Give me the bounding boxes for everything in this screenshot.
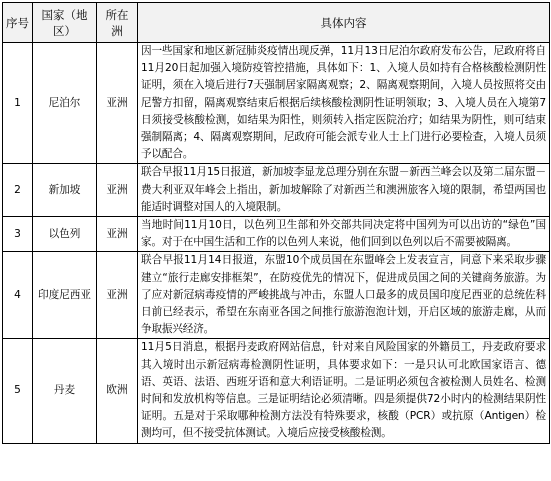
row-continent: 亚洲 — [97, 43, 138, 164]
row-country: 以色列 — [33, 217, 97, 252]
table-row — [3, 164, 550, 217]
row-serial-number: 3 — [3, 217, 33, 252]
row-serial-number: 2 — [3, 164, 33, 217]
row-country: 新加坡 — [33, 164, 97, 217]
row-content: 当地时间11月10日，以色列卫生部和外交部共同决定将中国列为可以出访的“绿色”国家。对于在中国生活和工作的以色列人来说，他们回到以色列以后不需要被隔离。 — [138, 217, 550, 252]
row-continent: 欧洲 — [97, 339, 138, 443]
table-header-row — [3, 3, 550, 43]
row-continent: 亚洲 — [97, 164, 138, 217]
row-country: 印度尼西亚 — [33, 252, 97, 339]
header-content: 具体内容 — [138, 3, 550, 43]
header-serial-number: 序号 — [3, 3, 33, 43]
row-country: 尼泊尔 — [33, 43, 97, 164]
table-row — [3, 339, 550, 443]
row-content: 联合早报11月15日报道，新加坡李显龙总理分别在东盟－新西兰峰会以及第二届东盟－费大利亚双年峰会上指出，新加坡解除了对新西兰和澳洲旅客入境的限制，希望两国也能适时调整对国人的入境限制。 — [138, 164, 550, 217]
epidemic-entry-policy-table — [2, 2, 550, 444]
row-content: 联合早报11月14日报道，东盟10个成员国在东盟峰会上发表宣言，同意下来采取步骤建立“旅行走廊安排框架”，在防疫优先的情况下，促进成员国之间的关键商务旅游。为了应对新冠病毒疫情的严峻挑战与冲击，东盟人口最多的成员国印度尼西亚的总统佐科日前已经表示，希望在东南亚各国之间推行旅游泡泡计划，开启区域的旅游走廊，从而争取振兴经济。 — [138, 252, 550, 339]
row-content: 因一些国家和地区新冠肺炎疫情出现反弹，11月13日尼泊尔政府发布公告，尼政府将自11月20日起加强入境防疫管控措施，具体如下：1、入境人员如持有合格核酸检测阴性证明，须在入境后进行7天强制居家隔离观察；2、隔离观察期间，入境人员按照将交由尼警方扣留，隔离观察结束后根据后续核酸检测阴性证明领取；3、入境人员在入境第7日须接受核酸检测，如结果为阳性，则须转入指定医院治疗；如结果为阴性，则可结束强制隔离；4、隔离观察期间，尼政府可能会派专业人士上门进行必要检查，入境人员须予以配合。 — [138, 43, 550, 164]
header-continent: 所在洲 — [97, 3, 138, 43]
row-serial-number: 1 — [3, 43, 33, 164]
row-country: 丹麦 — [33, 339, 97, 443]
table-row — [3, 43, 550, 164]
row-serial-number: 4 — [3, 252, 33, 339]
row-continent: 亚洲 — [97, 252, 138, 339]
table-row — [3, 217, 550, 252]
table-row — [3, 252, 550, 339]
row-continent: 亚洲 — [97, 217, 138, 252]
row-content: 11月5日消息，根据丹麦政府网站信息，针对来自风险国家的外籍员工，丹麦政府要求其入境时出示新冠病毒检测阴性证明，具体要求如下：一是只认可北欧国家语言、德语、英语、法语、西班牙语和意大利语证明。二是证明必须包含被检测人员姓名、检测时间和发放机构等信息。三是证明结论必须清晰。四是须提供72小时内的检测结果阴性证明。五是对于采取哪种检测方法没有特殊要求，核酸（PCR）或抗原（Antigen）检测均可，但不接受抗体测试。入境后应接受核酸检测。 — [138, 339, 550, 443]
row-serial-number: 5 — [3, 339, 33, 443]
header-country: 国家（地区） — [33, 3, 97, 43]
